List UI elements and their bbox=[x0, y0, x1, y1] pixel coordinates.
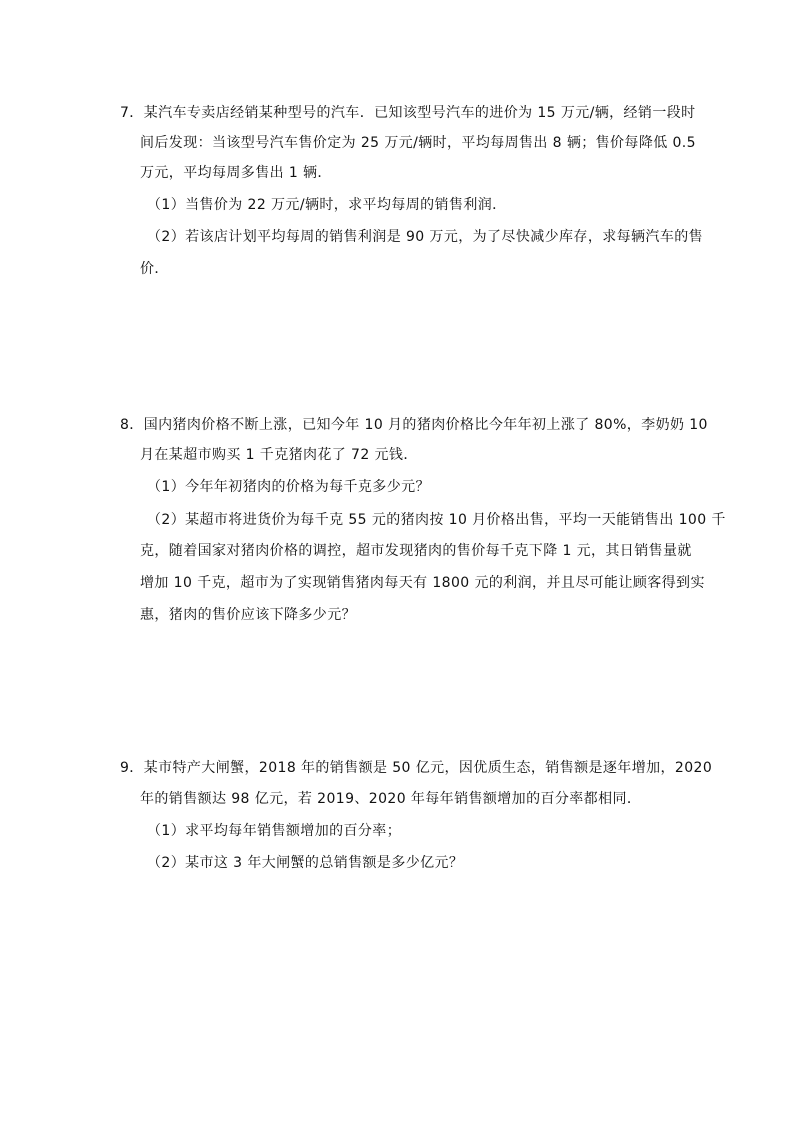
q7-line-2: 间后发现：当该型号汽车售价定为 25 万元/辆时，平均每周售出 8 辆；售价每降低 0.5 bbox=[140, 135, 696, 151]
q9-line-1: 9．某市特产大闸蟹，2018 年的销售额是 50 亿元，因优质生态，销售额是逐年增加，2020 bbox=[120, 760, 713, 776]
q7-part-2-cont: 价． bbox=[140, 261, 169, 277]
q8-line-1: 8．国内猪肉价格不断上涨，已知今年 10 月的猪肉价格比今年年初上涨了 80%，李奶奶 10 bbox=[120, 417, 708, 433]
q8-part-2-cont-2: 增加 10 千克，超市为了实现销售猪肉每天有 1800 元的利润，并且尽可能让顾客得到实 bbox=[140, 575, 705, 591]
q7-part-1: （1）当售价为 22 万元/辆时，求平均每周的销售利润． bbox=[147, 197, 507, 213]
q7-line-3: 万元，平均每周多售出 1 辆． bbox=[140, 165, 332, 181]
q9-line-2: 年的销售额达 98 亿元，若 2019、2020 年每年销售额增加的百分率都相同． bbox=[140, 791, 642, 807]
q8-part-1: （1）今年年初猪肉的价格为每千克多少元？ bbox=[147, 479, 430, 495]
q9-part-2: （2）某市这 3 年大闸蟹的总销售额是多少亿元？ bbox=[147, 855, 464, 871]
q7-line-1: 7．某汽车专卖店经销某种型号的汽车．已知该型号汽车的进价为 15 万元/辆，经销一段时 bbox=[120, 105, 696, 121]
q8-part-2-cont-1: 克，随着国家对猪肉价格的调控，超市发现猪肉的售价每千克下降 1 元，其日销售量就 bbox=[140, 543, 692, 559]
q8-part-2: （2）某超市将进货价为每千克 55 元的猪肉按 10 月价格出售，平均一天能销售出 100 千 bbox=[147, 512, 726, 528]
q8-part-2-cont-3: 惠，猪肉的售价应该下降多少元？ bbox=[140, 607, 356, 623]
q8-line-2: 月在某超市购买 1 千克猪肉花了 72 元钱． bbox=[140, 447, 418, 463]
q7-part-2: （2）若该店计划平均每周的销售利润是 90 万元，为了尽快减少库存，求每辆汽车的售 bbox=[147, 229, 704, 245]
q9-part-1: （1）求平均每年销售额增加的百分率； bbox=[147, 823, 402, 839]
